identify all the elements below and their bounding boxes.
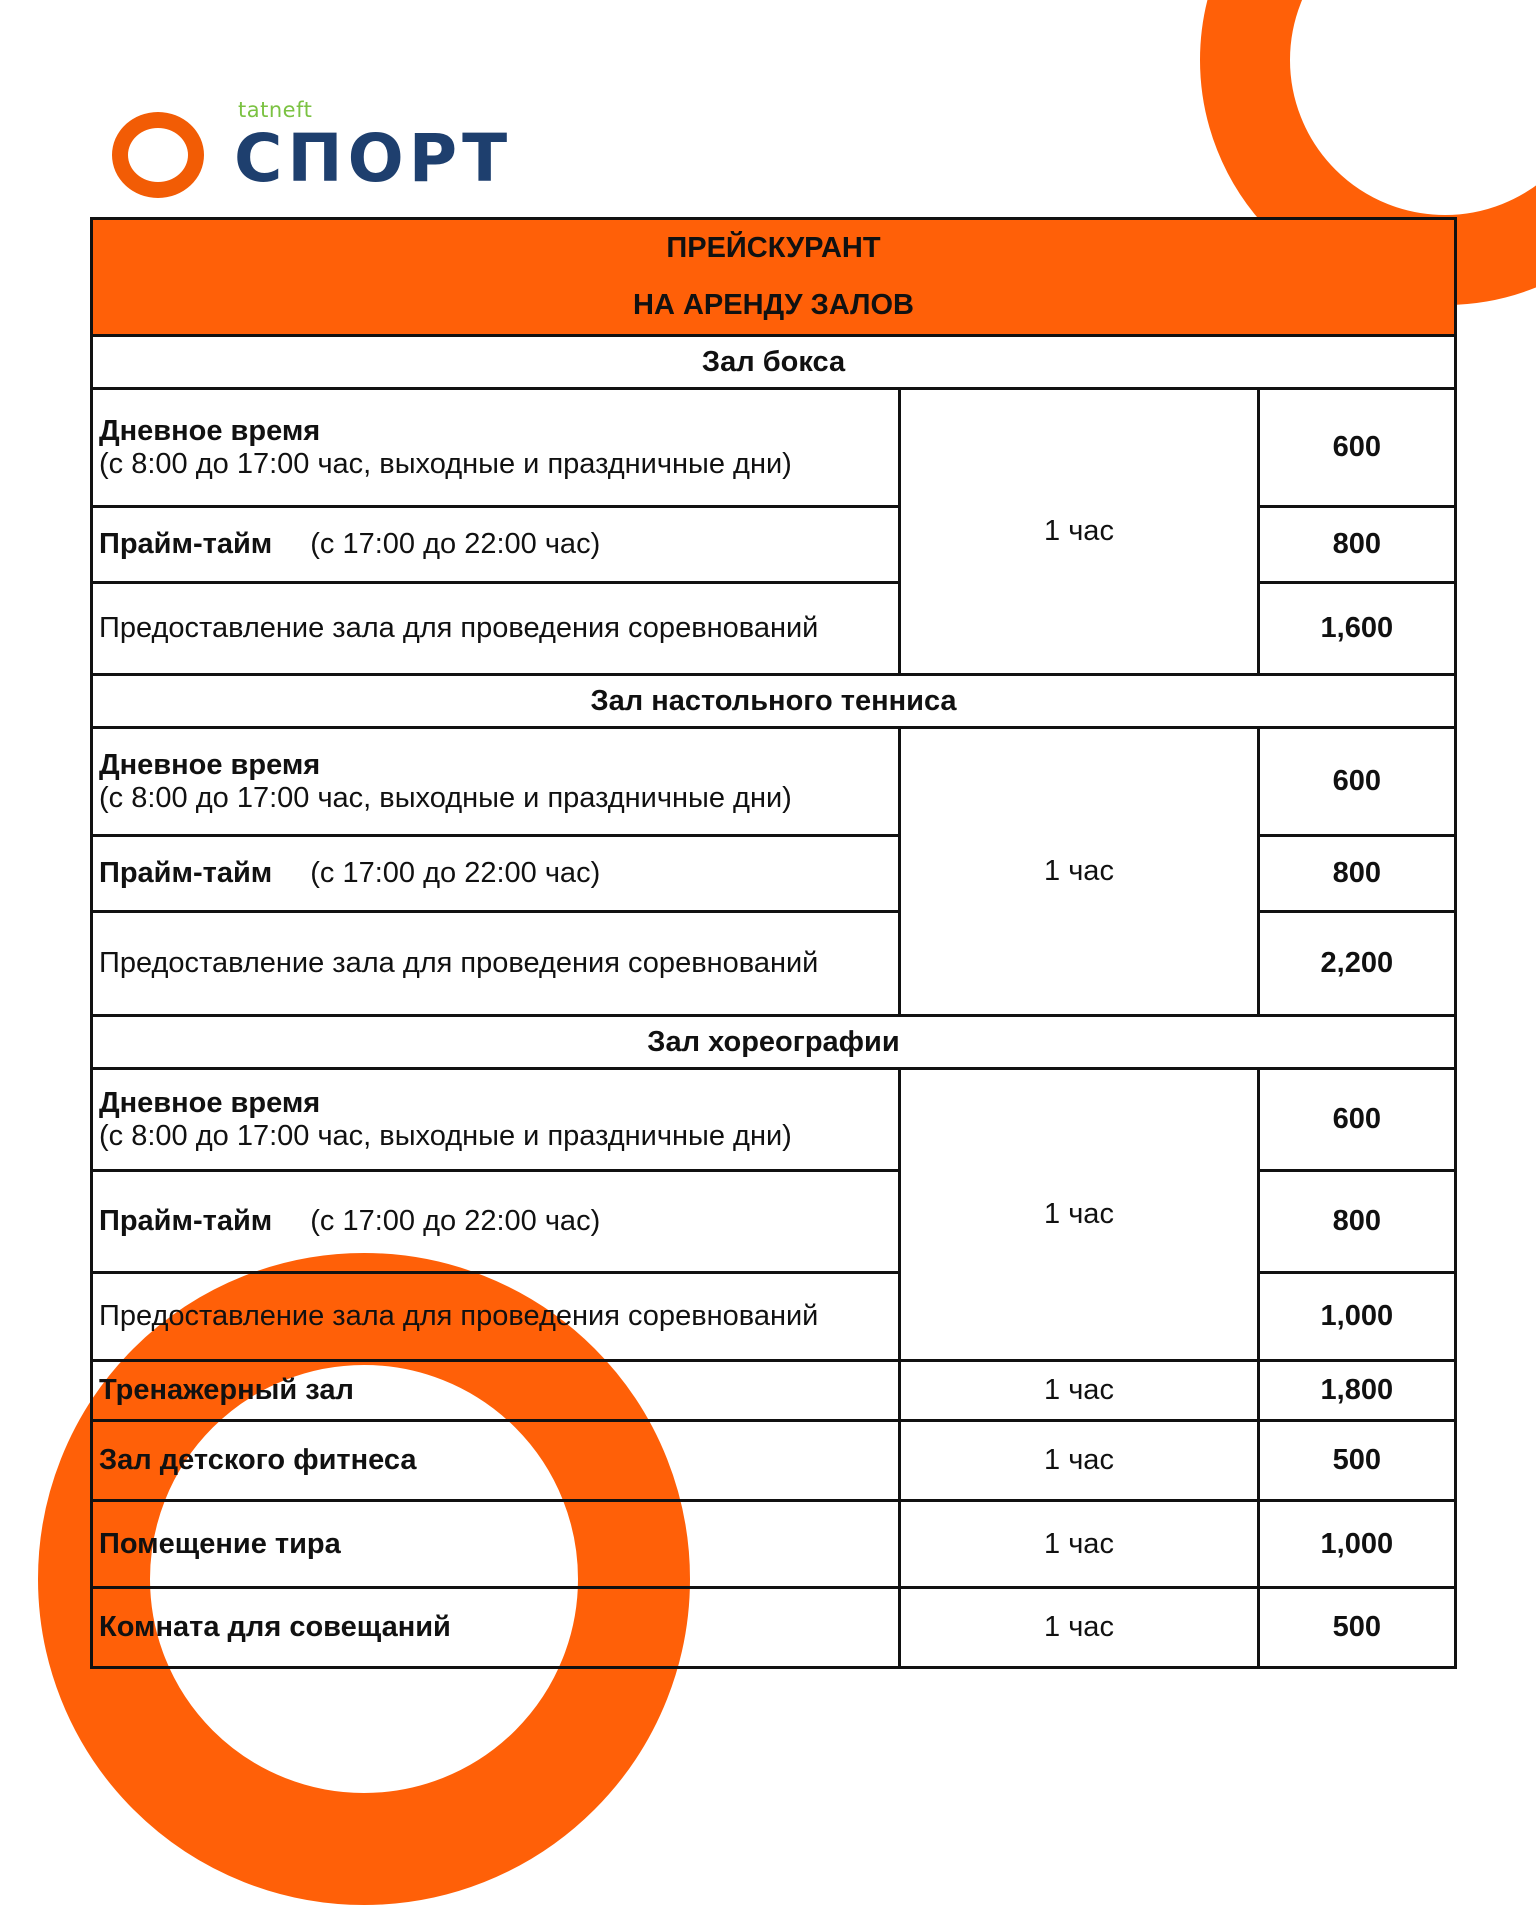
- duration-cell: 1 час: [900, 1501, 1258, 1588]
- duration-cell: 1 час: [900, 1069, 1258, 1361]
- price-cell: 800: [1258, 507, 1455, 583]
- rate-description: Предоставление зала для проведения соревнований: [92, 912, 900, 1016]
- rate-detail: (с 8:00 до 17:00 час, выходные и праздничные дни): [99, 1119, 792, 1152]
- rate-detail: (с 8:00 до 17:00 час, выходные и праздничные дни): [99, 447, 792, 480]
- section-header: [92, 1016, 1456, 1069]
- section-title: Зал хореографии: [92, 1016, 1456, 1069]
- logo-brand-small: tatneft: [238, 98, 313, 122]
- logo-brand-big: СПОРТ: [234, 120, 513, 197]
- rate-description: [92, 836, 900, 912]
- section-header: [92, 675, 1456, 728]
- table-row: [92, 728, 1456, 836]
- price-table-header: [92, 219, 1456, 336]
- rate-description: [92, 728, 900, 836]
- logo-ring-icon: [112, 112, 204, 198]
- rate-description: Предоставление зала для проведения соревнований: [92, 583, 900, 675]
- price-cell: 800: [1258, 836, 1455, 912]
- rate-description: [92, 1171, 900, 1273]
- hall-name: Комната для совещаний: [92, 1588, 900, 1668]
- rate-name: Дневное время: [99, 414, 321, 447]
- rate-description: [92, 389, 900, 507]
- duration-cell: 1 час: [900, 728, 1258, 1016]
- table-row: [92, 1361, 1456, 1421]
- logo: [108, 96, 528, 206]
- price-cell: 1,600: [1258, 583, 1455, 675]
- price-cell: 1,000: [1258, 1501, 1455, 1588]
- rate-description: Предоставление зала для проведения соревнований: [92, 1273, 900, 1361]
- price-cell: 500: [1258, 1588, 1455, 1668]
- price-cell: 1,000: [1258, 1273, 1455, 1361]
- table-row: [92, 1501, 1456, 1588]
- duration-cell: 1 час: [900, 1421, 1258, 1501]
- price-cell: 600: [1258, 728, 1455, 836]
- price-cell: 500: [1258, 1421, 1455, 1501]
- duration-cell: 1 час: [900, 389, 1258, 675]
- section-title: Зал бокса: [92, 336, 1456, 389]
- rate-name: Дневное время: [99, 1086, 321, 1119]
- rate-description: [92, 507, 900, 583]
- rate-name: Дневное время: [99, 748, 321, 781]
- price-cell: 600: [1258, 389, 1455, 507]
- duration-cell: 1 час: [900, 1361, 1258, 1421]
- title-line-1: ПРЕЙСКУРАНТ: [666, 232, 881, 264]
- rate-detail: (с 17:00 до 22:00 час): [310, 857, 601, 889]
- price-cell: 600: [1258, 1069, 1455, 1171]
- price-table-title: [92, 219, 1456, 336]
- hall-name: Помещение тира: [92, 1501, 900, 1588]
- duration-cell: 1 час: [900, 1588, 1258, 1668]
- rate-detail: (с 17:00 до 22:00 час): [310, 1205, 601, 1237]
- rate-name: Прайм-тайм: [99, 528, 273, 560]
- hall-name: Зал детского фитнеса: [92, 1421, 900, 1501]
- price-cell: 1,800: [1258, 1361, 1455, 1421]
- title-line-2: НА АРЕНДУ ЗАЛОВ: [633, 289, 914, 321]
- table-row: [92, 1069, 1456, 1171]
- rate-detail: (с 17:00 до 22:00 час): [310, 528, 601, 560]
- table-row: [92, 1588, 1456, 1668]
- hall-name: Тренажерный зал: [92, 1361, 900, 1421]
- rate-name: Прайм-тайм: [99, 1205, 273, 1237]
- section-header: [92, 336, 1456, 389]
- rate-description: [92, 1069, 900, 1171]
- table-row: [92, 1421, 1456, 1501]
- rate-detail: (с 8:00 до 17:00 час, выходные и праздничные дни): [99, 781, 792, 814]
- rate-name: Прайм-тайм: [99, 857, 273, 889]
- table-row: [92, 389, 1456, 507]
- section-title: Зал настольного тенниса: [92, 675, 1456, 728]
- price-table: [90, 217, 1457, 1669]
- price-cell: 2,200: [1258, 912, 1455, 1016]
- price-cell: 800: [1258, 1171, 1455, 1273]
